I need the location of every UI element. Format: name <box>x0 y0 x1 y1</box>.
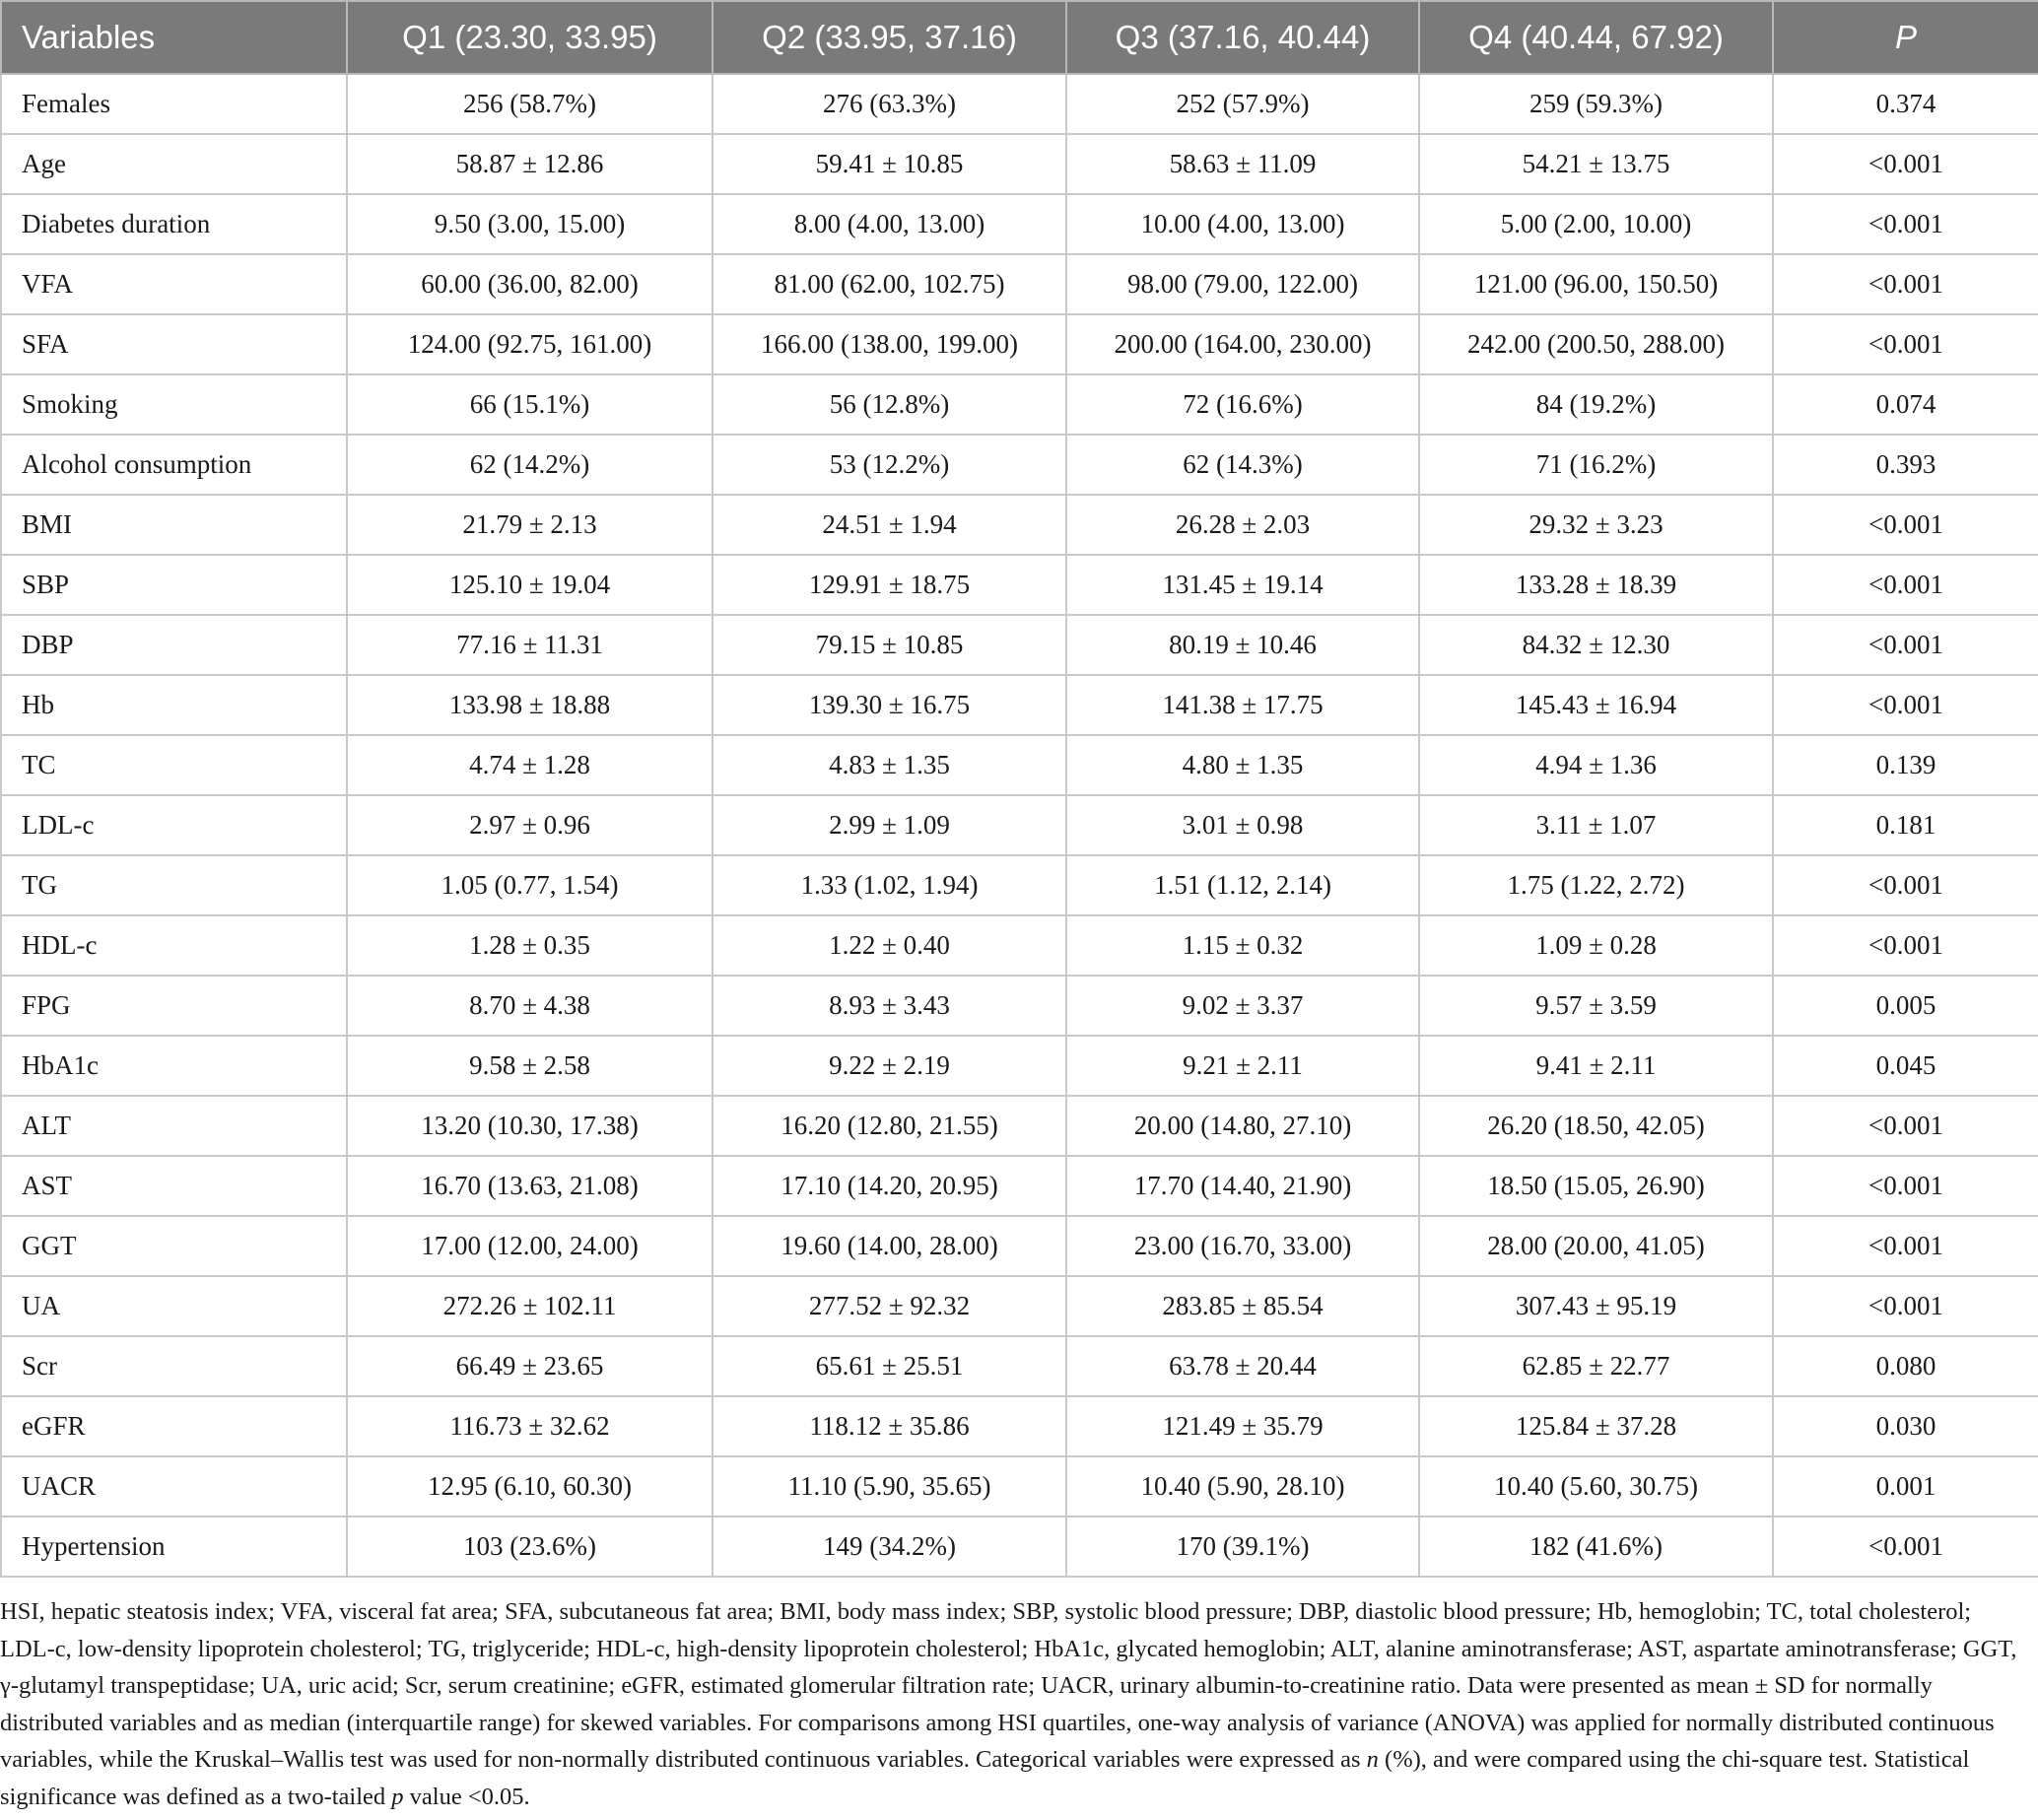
cell-q1: 125.10 ± 19.04 <box>347 555 713 615</box>
cell-variable: HDL-c <box>1 915 347 976</box>
cell-q3: 283.85 ± 85.54 <box>1066 1276 1419 1336</box>
cell-p-value: <0.001 <box>1773 1216 2038 1276</box>
cell-q1: 13.20 (10.30, 17.38) <box>347 1096 713 1156</box>
cell-q4: 10.40 (5.60, 30.75) <box>1419 1456 1773 1517</box>
table-row <box>1 1096 2038 1156</box>
cell-q3: 72 (16.6%) <box>1066 374 1419 435</box>
cell-q2: 53 (12.2%) <box>713 435 1066 495</box>
cell-variable: TG <box>1 855 347 915</box>
cell-variable: Scr <box>1 1336 347 1396</box>
cell-p-value: <0.001 <box>1773 314 2038 374</box>
cell-q1: 272.26 ± 102.11 <box>347 1276 713 1336</box>
cell-p-value: 0.080 <box>1773 1336 2038 1396</box>
cell-q1: 16.70 (13.63, 21.08) <box>347 1156 713 1216</box>
cell-q2: 8.00 (4.00, 13.00) <box>713 194 1066 254</box>
cell-variable: FPG <box>1 976 347 1036</box>
cell-p-value: <0.001 <box>1773 495 2038 555</box>
cell-q1: 8.70 ± 4.38 <box>347 976 713 1036</box>
cell-q4: 9.57 ± 3.59 <box>1419 976 1773 1036</box>
table-row <box>1 1336 2038 1396</box>
footnote-text: (%), and were compared using the chi-square test. Statistical significance was defined as a two-tailed <box>0 1746 1970 1810</box>
cell-q2: 129.91 ± 18.75 <box>713 555 1066 615</box>
cell-q3: 17.70 (14.40, 21.90) <box>1066 1156 1419 1216</box>
table-header-row <box>1 1 2038 74</box>
cell-p-value: 0.374 <box>1773 74 2038 134</box>
cell-q3: 20.00 (14.80, 27.10) <box>1066 1096 1419 1156</box>
cell-q2: 56 (12.8%) <box>713 374 1066 435</box>
table-row <box>1 915 2038 976</box>
table-row <box>1 976 2038 1036</box>
cell-p-value: <0.001 <box>1773 915 2038 976</box>
table-row <box>1 1517 2038 1577</box>
cell-q2: 166.00 (138.00, 199.00) <box>713 314 1066 374</box>
cell-q3: 170 (39.1%) <box>1066 1517 1419 1577</box>
cell-variable: Age <box>1 134 347 194</box>
cell-q1: 60.00 (36.00, 82.00) <box>347 254 713 314</box>
cell-q1: 1.28 ± 0.35 <box>347 915 713 976</box>
table-body <box>1 74 2038 1577</box>
table-row <box>1 1456 2038 1517</box>
cell-q1: 1.05 (0.77, 1.54) <box>347 855 713 915</box>
cell-q4: 133.28 ± 18.39 <box>1419 555 1773 615</box>
cell-variable: SFA <box>1 314 347 374</box>
cell-q4: 1.09 ± 0.28 <box>1419 915 1773 976</box>
table-row <box>1 1276 2038 1336</box>
cell-q3: 3.01 ± 0.98 <box>1066 795 1419 855</box>
cell-q2: 139.30 ± 16.75 <box>713 675 1066 735</box>
cell-p-value: 0.005 <box>1773 976 2038 1036</box>
cell-variable: SBP <box>1 555 347 615</box>
cell-q2: 8.93 ± 3.43 <box>713 976 1066 1036</box>
cell-variable: Alcohol consumption <box>1 435 347 495</box>
header-q2: Q2 (33.95, 37.16) <box>713 1 1066 74</box>
footnote-text: value <0.05. <box>403 1783 530 1810</box>
cell-p-value: <0.001 <box>1773 1276 2038 1336</box>
cell-q2: 19.60 (14.00, 28.00) <box>713 1216 1066 1276</box>
cell-q1: 12.95 (6.10, 60.30) <box>347 1456 713 1517</box>
footnote-italic-n: n <box>1366 1746 1379 1773</box>
cell-variable: UA <box>1 1276 347 1336</box>
cell-variable: UACR <box>1 1456 347 1517</box>
header-q4: Q4 (40.44, 67.92) <box>1419 1 1773 74</box>
table-row <box>1 675 2038 735</box>
cell-q4: 121.00 (96.00, 150.50) <box>1419 254 1773 314</box>
footnote-italic-p: p <box>391 1783 404 1810</box>
cell-q4: 62.85 ± 22.77 <box>1419 1336 1773 1396</box>
cell-p-value: 0.139 <box>1773 735 2038 795</box>
table-row <box>1 134 2038 194</box>
cell-q2: 11.10 (5.90, 35.65) <box>713 1456 1066 1517</box>
footnote-text: HSI, hepatic steatosis index; VFA, visceral fat area; SFA, subcutaneous fat area; BMI, body mass index; SBP, systolic blood pressure; DBP, diastolic blood pressure; Hb, hemoglobin; TC, total cholesterol; LDL-c, low-density lipoprotein cholesterol; TG, triglyceride; HDL-c, high-density lipoprotein cholesterol; HbA1c, glycated hemoglobin; ALT, alanine aminotransferase; AST, aspartate aminotransferase; GGT, γ-glutamyl transpeptidase; UA, uric acid; Scr, serum creatinine; eGFR, estimated glomerular filtration rate; UACR, urinary albumin-to-creatinine ratio. Data were presented as mean ± SD for normally distributed variables and as median (interquartile range) for skewed variables. For comparisons among HSI quartiles, one-way analysis of variance (ANOVA) was applied for normally distributed continuous variables, while the Kruskal–Wallis test was used for non-normally distributed continuous variables. Categorical variables were expressed as <box>0 1598 2017 1773</box>
cell-p-value: <0.001 <box>1773 1156 2038 1216</box>
cell-q1: 58.87 ± 12.86 <box>347 134 713 194</box>
cell-variable: Smoking <box>1 374 347 435</box>
table-row <box>1 495 2038 555</box>
cell-q1: 124.00 (92.75, 161.00) <box>347 314 713 374</box>
cell-q2: 1.33 (1.02, 1.94) <box>713 855 1066 915</box>
cell-q2: 17.10 (14.20, 20.95) <box>713 1156 1066 1216</box>
cell-variable: eGFR <box>1 1396 347 1456</box>
cell-q4: 84.32 ± 12.30 <box>1419 615 1773 675</box>
cell-q1: 133.98 ± 18.88 <box>347 675 713 735</box>
table-row <box>1 374 2038 435</box>
cell-variable: BMI <box>1 495 347 555</box>
cell-q1: 9.50 (3.00, 15.00) <box>347 194 713 254</box>
cell-q3: 63.78 ± 20.44 <box>1066 1336 1419 1396</box>
cell-q3: 26.28 ± 2.03 <box>1066 495 1419 555</box>
cell-variable: HbA1c <box>1 1036 347 1096</box>
cell-p-value: <0.001 <box>1773 1517 2038 1577</box>
table-row <box>1 1216 2038 1276</box>
header-q1: Q1 (23.30, 33.95) <box>347 1 713 74</box>
cell-q4: 84 (19.2%) <box>1419 374 1773 435</box>
cell-p-value: 0.001 <box>1773 1456 2038 1517</box>
cell-q3: 9.21 ± 2.11 <box>1066 1036 1419 1096</box>
table-row <box>1 1156 2038 1216</box>
cell-q3: 252 (57.9%) <box>1066 74 1419 134</box>
cell-q1: 9.58 ± 2.58 <box>347 1036 713 1096</box>
cell-q2: 1.22 ± 0.40 <box>713 915 1066 976</box>
cell-q4: 242.00 (200.50, 288.00) <box>1419 314 1773 374</box>
cell-variable: GGT <box>1 1216 347 1276</box>
cell-q4: 3.11 ± 1.07 <box>1419 795 1773 855</box>
cell-q2: 9.22 ± 2.19 <box>713 1036 1066 1096</box>
table-row <box>1 795 2038 855</box>
header-q3: Q3 (37.16, 40.44) <box>1066 1 1419 74</box>
cell-q1: 77.16 ± 11.31 <box>347 615 713 675</box>
cell-variable: LDL-c <box>1 795 347 855</box>
table-row <box>1 855 2038 915</box>
cell-q4: 28.00 (20.00, 41.05) <box>1419 1216 1773 1276</box>
cell-q1: 103 (23.6%) <box>347 1517 713 1577</box>
cell-p-value: <0.001 <box>1773 855 2038 915</box>
table-row <box>1 615 2038 675</box>
cell-q1: 62 (14.2%) <box>347 435 713 495</box>
table-row <box>1 1396 2038 1456</box>
cell-p-value: 0.045 <box>1773 1036 2038 1096</box>
table-row <box>1 314 2038 374</box>
cell-p-value: <0.001 <box>1773 615 2038 675</box>
cell-q2: 16.20 (12.80, 21.55) <box>713 1096 1066 1156</box>
header-variables: Variables <box>1 1 347 74</box>
cell-p-value: <0.001 <box>1773 194 2038 254</box>
cell-q2: 4.83 ± 1.35 <box>713 735 1066 795</box>
cell-p-value: 0.030 <box>1773 1396 2038 1456</box>
cell-q4: 182 (41.6%) <box>1419 1517 1773 1577</box>
table-footnote <box>0 1593 2020 1815</box>
cell-q1: 2.97 ± 0.96 <box>347 795 713 855</box>
cell-p-value: <0.001 <box>1773 675 2038 735</box>
table-row <box>1 254 2038 314</box>
cell-q4: 145.43 ± 16.94 <box>1419 675 1773 735</box>
cell-q3: 1.51 (1.12, 2.14) <box>1066 855 1419 915</box>
header-p-value: P <box>1773 1 2038 74</box>
cell-variable: DBP <box>1 615 347 675</box>
cell-q3: 98.00 (79.00, 122.00) <box>1066 254 1419 314</box>
table-row <box>1 555 2038 615</box>
table-row <box>1 74 2038 134</box>
cell-variable: Females <box>1 74 347 134</box>
cell-q4: 18.50 (15.05, 26.90) <box>1419 1156 1773 1216</box>
cell-q2: 79.15 ± 10.85 <box>713 615 1066 675</box>
cell-q4: 1.75 (1.22, 2.72) <box>1419 855 1773 915</box>
cell-q3: 10.40 (5.90, 28.10) <box>1066 1456 1419 1517</box>
cell-q3: 200.00 (164.00, 230.00) <box>1066 314 1419 374</box>
cell-variable: TC <box>1 735 347 795</box>
table-row <box>1 435 2038 495</box>
cell-q1: 4.74 ± 1.28 <box>347 735 713 795</box>
cell-q2: 277.52 ± 92.32 <box>713 1276 1066 1336</box>
cell-q3: 121.49 ± 35.79 <box>1066 1396 1419 1456</box>
cell-q2: 24.51 ± 1.94 <box>713 495 1066 555</box>
cell-q4: 9.41 ± 2.11 <box>1419 1036 1773 1096</box>
cell-q3: 80.19 ± 10.46 <box>1066 615 1419 675</box>
cell-variable: Hypertension <box>1 1517 347 1577</box>
cell-q1: 17.00 (12.00, 24.00) <box>347 1216 713 1276</box>
cell-q3: 58.63 ± 11.09 <box>1066 134 1419 194</box>
table-row <box>1 194 2038 254</box>
cell-q3: 131.45 ± 19.14 <box>1066 555 1419 615</box>
cell-q2: 81.00 (62.00, 102.75) <box>713 254 1066 314</box>
cell-q1: 256 (58.7%) <box>347 74 713 134</box>
cell-q1: 66.49 ± 23.65 <box>347 1336 713 1396</box>
cell-p-value: <0.001 <box>1773 134 2038 194</box>
cell-q2: 149 (34.2%) <box>713 1517 1066 1577</box>
cell-q4: 307.43 ± 95.19 <box>1419 1276 1773 1336</box>
cell-q3: 23.00 (16.70, 33.00) <box>1066 1216 1419 1276</box>
cell-q3: 141.38 ± 17.75 <box>1066 675 1419 735</box>
cell-p-value: <0.001 <box>1773 1096 2038 1156</box>
cell-variable: ALT <box>1 1096 347 1156</box>
cell-q3: 62 (14.3%) <box>1066 435 1419 495</box>
cell-q4: 29.32 ± 3.23 <box>1419 495 1773 555</box>
cell-variable: Diabetes duration <box>1 194 347 254</box>
cell-q4: 71 (16.2%) <box>1419 435 1773 495</box>
cell-q3: 10.00 (4.00, 13.00) <box>1066 194 1419 254</box>
table-row <box>1 1036 2038 1096</box>
cell-q3: 9.02 ± 3.37 <box>1066 976 1419 1036</box>
cell-q1: 116.73 ± 32.62 <box>347 1396 713 1456</box>
cell-q2: 276 (63.3%) <box>713 74 1066 134</box>
cell-p-value: 0.393 <box>1773 435 2038 495</box>
cell-q1: 66 (15.1%) <box>347 374 713 435</box>
cell-q2: 59.41 ± 10.85 <box>713 134 1066 194</box>
cell-p-value: 0.074 <box>1773 374 2038 435</box>
cell-q1: 21.79 ± 2.13 <box>347 495 713 555</box>
cell-q4: 125.84 ± 37.28 <box>1419 1396 1773 1456</box>
cell-q4: 54.21 ± 13.75 <box>1419 134 1773 194</box>
cell-p-value: <0.001 <box>1773 254 2038 314</box>
cell-q4: 4.94 ± 1.36 <box>1419 735 1773 795</box>
cell-q4: 5.00 (2.00, 10.00) <box>1419 194 1773 254</box>
cell-p-value: <0.001 <box>1773 555 2038 615</box>
cell-variable: AST <box>1 1156 347 1216</box>
cell-q4: 26.20 (18.50, 42.05) <box>1419 1096 1773 1156</box>
cell-q2: 118.12 ± 35.86 <box>713 1396 1066 1456</box>
cell-variable: VFA <box>1 254 347 314</box>
cell-q4: 259 (59.3%) <box>1419 74 1773 134</box>
cell-q2: 65.61 ± 25.51 <box>713 1336 1066 1396</box>
cell-variable: Hb <box>1 675 347 735</box>
cell-q2: 2.99 ± 1.09 <box>713 795 1066 855</box>
table-row <box>1 735 2038 795</box>
cell-q3: 1.15 ± 0.32 <box>1066 915 1419 976</box>
cell-q3: 4.80 ± 1.35 <box>1066 735 1419 795</box>
cell-p-value: 0.181 <box>1773 795 2038 855</box>
